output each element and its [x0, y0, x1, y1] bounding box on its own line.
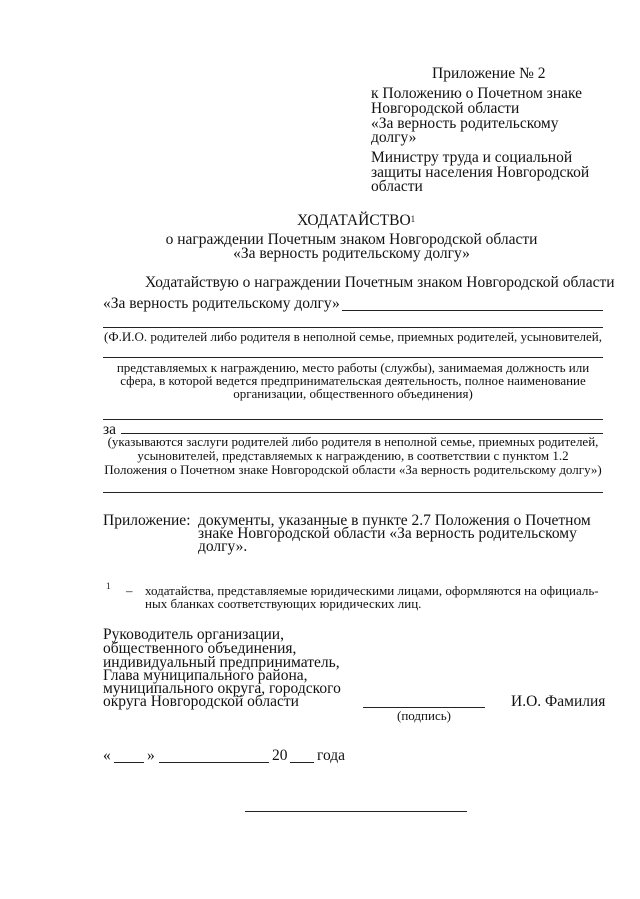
addressee-line: области [371, 178, 423, 195]
signatory-line: индивидуальный предприниматель, [103, 654, 340, 671]
signatory-line: общественного объединения, [103, 640, 297, 657]
fill-line[interactable] [103, 357, 603, 358]
signature-caption: (подпись) [397, 708, 451, 723]
document-title [297, 213, 415, 229]
for-label: за [103, 421, 117, 438]
bottom-signature-line[interactable] [245, 811, 467, 812]
addressee-line: Министру труда и социальной [371, 149, 573, 166]
signatory-line: округа Новгородской области [103, 693, 299, 710]
signatory-line: Глава муниципального района, [103, 667, 308, 684]
appendix-ref-line: долгу» [371, 129, 417, 146]
signatory-name: И.О. Фамилия [511, 693, 606, 710]
appendix-title: Приложение № 2 [432, 65, 546, 82]
hint-text: (Ф.И.О. родителей либо родителя в неполной семье, приемных родителей, усыновителей, [103, 329, 603, 344]
hint-text: Положения о Почетном знаке Новгородской области «За верность родительскому долгу») [104, 462, 602, 477]
attachment-text: знаке Новгородской области «За верность родительскому [198, 525, 577, 542]
hint-text: сфера, в которой ведется предпринимательская деятельность, полное наименование [120, 373, 586, 388]
date-year-prefix: 20 [272, 747, 288, 764]
date-day-line[interactable] [114, 762, 144, 763]
hint-text: организации, общественного объединения) [233, 386, 473, 401]
date-close-quote: » [147, 747, 155, 764]
date-month-line[interactable] [159, 762, 269, 763]
hint-text: представляемых к награждению, место работы (службы), занимаемая должность или [116, 360, 590, 375]
addressee-line: защиты населения Новгородской [371, 164, 590, 181]
hint-text: усыновителей, представляемых к награждению, в соответствии с пунктом 1.2 [137, 448, 569, 463]
footnote-text: ходатайства, представляемые юридическими лицами, оформляются на официаль- [145, 583, 599, 598]
fill-line[interactable] [103, 492, 603, 493]
footnote-text: ных бланках соответствующих юридических лиц. [145, 596, 422, 611]
petition-text: «За верность родительскому долгу» [103, 295, 340, 312]
footnote-mark: 1 [106, 581, 111, 591]
footnote-ref: 1 [410, 214, 416, 224]
footnote-dash: – [126, 583, 133, 598]
hint-text: (указываются заслуги родителей либо родителя в неполной семье, приемных родителей, [107, 434, 599, 449]
date-year-line[interactable] [290, 762, 314, 763]
document-title-text: ХОДАТАЙСТВО [297, 212, 411, 229]
fill-line[interactable] [103, 327, 603, 328]
fill-line[interactable] [103, 419, 603, 420]
document-subtitle: о награждении Почетным знаком Новгородской области [165, 231, 538, 248]
nominee-fill-line[interactable] [342, 310, 603, 311]
attachment-text: документы, указанные в пункте 2.7 Положения о Почетном [198, 512, 591, 529]
attachment-text: долгу». [198, 538, 248, 555]
signatory-line: Руководитель организации, [103, 626, 284, 643]
petition-text: Ходатайствую о награждении Почетным знаком Новгородской области [145, 274, 615, 291]
date-open-quote: « [103, 747, 111, 764]
appendix-ref-line: Новгородской области [371, 100, 520, 117]
appendix-ref-line: «За верность родительскому [371, 115, 559, 132]
signatory-line: муниципального округа, городского [103, 680, 341, 697]
attachment-label: Приложение: [103, 512, 191, 529]
date-year-suffix: года [317, 747, 346, 764]
document-subtitle: «За верность родительскому долгу» [233, 245, 470, 262]
appendix-ref-line: к Положению о Почетном знаке [371, 85, 583, 102]
